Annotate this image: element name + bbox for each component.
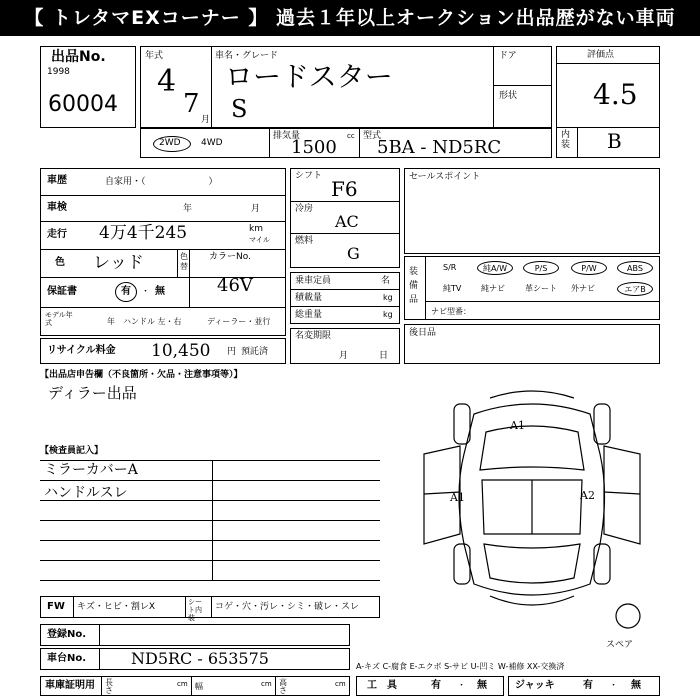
- equip-navi-model: ナビ型番：: [431, 307, 471, 316]
- model-year-label: モデル年式: [45, 311, 73, 327]
- first-reg-month-unit: 月: [201, 115, 211, 125]
- capacity-label: 乗車定員: [295, 276, 332, 286]
- inspection-label: 車検: [47, 202, 67, 213]
- warranty-no: 無: [155, 286, 165, 297]
- later-box: [404, 324, 660, 364]
- lot-box: [40, 46, 136, 128]
- fuel-value: G: [347, 244, 360, 263]
- rating-box: [556, 46, 660, 158]
- damage-mark-right: A2: [580, 489, 595, 502]
- name-change-label: 名変期限: [295, 331, 332, 341]
- mileage-unit-mile: マイル: [249, 236, 270, 244]
- chassis-value: ND5RC - 653575: [131, 649, 269, 668]
- lot-number: 60004: [48, 92, 118, 117]
- rating-label: 評価点: [587, 50, 615, 60]
- door-label: ドア: [499, 51, 517, 61]
- sales-point-label: セールスポイント: [409, 172, 481, 182]
- shift-box: [290, 168, 400, 268]
- damage-legend: A-キズ C-腐食 E-エクボ S-サビ U-凹ミ W-補修 XX-交換済: [356, 662, 565, 671]
- model-value: 5BA - ND5RC: [377, 137, 502, 158]
- fuel-label: 燃料: [295, 236, 314, 246]
- equip-ps: P/S: [523, 261, 559, 275]
- fw-items: キズ・ヒビ・割レX: [77, 602, 155, 612]
- recycle-label: リサイクル料金: [47, 345, 116, 356]
- shift-label: シフト: [295, 171, 323, 181]
- color-value: レッド: [93, 253, 144, 273]
- inspector-line1: ミラーカバーA: [44, 462, 138, 478]
- capacity-box: [290, 272, 400, 324]
- equip-abs: ABS: [617, 261, 653, 275]
- color-change: 色替: [180, 252, 188, 271]
- tools-no: 無: [477, 680, 487, 691]
- registration-label: 登録No.: [47, 629, 87, 640]
- history-label: 車歴: [47, 175, 67, 186]
- warranty-label: 保証書: [47, 286, 77, 297]
- mileage-value: 4万4千245: [99, 223, 188, 243]
- first-reg-month: 7: [183, 89, 200, 119]
- shape-label: 形状: [499, 91, 518, 101]
- inspection-month: 月: [251, 204, 261, 214]
- warranty-yes: 有: [121, 286, 131, 297]
- fw-row: [40, 596, 380, 622]
- certificate-height: 高さ: [279, 678, 287, 695]
- jack-row: ジャッキ 有 ・ 無: [508, 676, 660, 696]
- header-banner: 【 トレタマEXコーナー 】 過去１年以上オークション出品歴がない車両: [0, 0, 700, 36]
- vehicle-box: [140, 46, 552, 128]
- later-label: 後日品: [409, 328, 437, 338]
- equip-leather: 革シート: [525, 284, 557, 293]
- certificate-width-unit: cm: [261, 680, 272, 688]
- first-reg-year: 4: [157, 64, 177, 99]
- certificate-length-unit: cm: [177, 680, 188, 688]
- tools-yes: 有: [431, 680, 441, 691]
- inspection-year: 年: [183, 204, 193, 214]
- color-label: 色: [55, 257, 65, 268]
- displacement-value: 1500: [291, 137, 337, 158]
- certificate-width: 幅: [195, 682, 203, 691]
- vehicle-label: 車名・グレード: [215, 51, 279, 61]
- spare-label: スペア: [606, 640, 634, 650]
- chassis-label: 車台No.: [47, 653, 87, 664]
- details-box: 車歴 自家用・（ ） 車検 年 月 走行 4万4千245 km マイル 色 レッド 色替 カラーNo. 46V 保証書 有 ・ 無 モデル年式 年 ハンドル 左・右 ディーラー・並行: [40, 168, 286, 336]
- gross-label: 総重量: [295, 310, 323, 320]
- drive-4wd: 4WD: [201, 138, 223, 148]
- equip-awheel: 純A/W: [477, 261, 513, 275]
- certificate-row: [40, 676, 350, 696]
- tools-label: 工具: [367, 680, 407, 691]
- chassis-row: [40, 648, 350, 670]
- vehicle-name: ロードスター: [225, 60, 393, 93]
- load-unit: kg: [383, 293, 393, 302]
- seller-notes-text: ディラー出品: [48, 384, 137, 402]
- equip-ext-navi: 外ナビ: [571, 284, 595, 293]
- jack-label: ジャッキ: [515, 680, 555, 691]
- sales-point-box: [404, 168, 660, 254]
- inspector-label: 【検査員記入】: [40, 446, 104, 456]
- seller-notes-label: 【出品店申告欄（不良箇所・欠品・注意事項等）】: [40, 370, 243, 380]
- color-code: 46V: [217, 275, 253, 296]
- equip-airbag: エアB: [617, 282, 653, 296]
- registration-row: [40, 624, 350, 646]
- equip-navi: 純ナビ: [481, 284, 505, 293]
- damage-mark-roof: A1: [510, 419, 525, 432]
- mileage-label: 走行: [47, 229, 67, 240]
- model-year-handle: ハンドル 左・右: [123, 317, 182, 326]
- certificate-label: 車庫証明用: [45, 680, 95, 691]
- recycle-box: [40, 338, 286, 364]
- load-label: 積載量: [295, 293, 323, 303]
- fw-seat-items: コゲ・穴・汚レ・シミ・破レ・スレ: [215, 602, 360, 612]
- fw-label: FW: [47, 601, 65, 612]
- tools-row: 工具 有 ・ 無: [356, 676, 504, 696]
- name-change-box: [290, 328, 400, 364]
- history-options: 自家用・（ ）: [105, 177, 218, 187]
- aircon-label: 冷房: [295, 204, 314, 214]
- spec-row: [140, 128, 552, 158]
- capacity-unit: 名: [381, 276, 391, 286]
- equip-sr: S/R: [443, 263, 457, 272]
- car-damage-diagram: [404, 384, 660, 648]
- fw-seat-label: シート内装: [188, 598, 202, 622]
- gross-unit: kg: [383, 310, 393, 319]
- damage-mark-left: A1: [450, 491, 465, 504]
- model-year-dealer: ディーラー・並行: [207, 317, 271, 326]
- equip-pw: P/W: [571, 261, 607, 275]
- interior-label: 内装: [561, 130, 571, 150]
- interior-grade: B: [607, 129, 622, 153]
- certificate-height-unit: cm: [335, 680, 346, 688]
- name-change-day: 日: [379, 351, 389, 361]
- color-code-label: カラーNo.: [209, 252, 251, 262]
- drive-2wd: 2WD: [159, 138, 181, 148]
- aircon-value: AC: [335, 212, 359, 231]
- jack-yes: 有: [583, 680, 593, 691]
- mileage-unit-km: km: [249, 224, 263, 234]
- lot-label: 出品No.: [51, 49, 106, 65]
- vehicle-grade: S: [231, 95, 248, 123]
- recycle-note: 預託済: [241, 347, 269, 357]
- jack-no: 無: [631, 680, 641, 691]
- equipment-label: 装備品: [409, 267, 419, 305]
- certificate-length: 長さ: [105, 678, 113, 695]
- recycle-value: 10,450: [151, 341, 211, 361]
- equipment-box: [404, 256, 660, 320]
- first-reg-label: 年式: [145, 51, 164, 61]
- shift-value: F6: [331, 177, 358, 201]
- inspector-line2: ハンドルスレ: [44, 485, 128, 501]
- lot-year-stamp: 1998: [47, 67, 70, 77]
- recycle-unit: 円: [227, 347, 237, 357]
- displacement-unit: cc: [347, 132, 355, 140]
- model-year-year: 年: [107, 317, 115, 326]
- displacement-label: 排気量: [273, 131, 301, 141]
- model-label: 型式: [363, 131, 382, 141]
- rating-score: 4.5: [593, 78, 638, 111]
- equip-tv: 純TV: [443, 284, 462, 293]
- name-change-month: 月: [339, 351, 349, 361]
